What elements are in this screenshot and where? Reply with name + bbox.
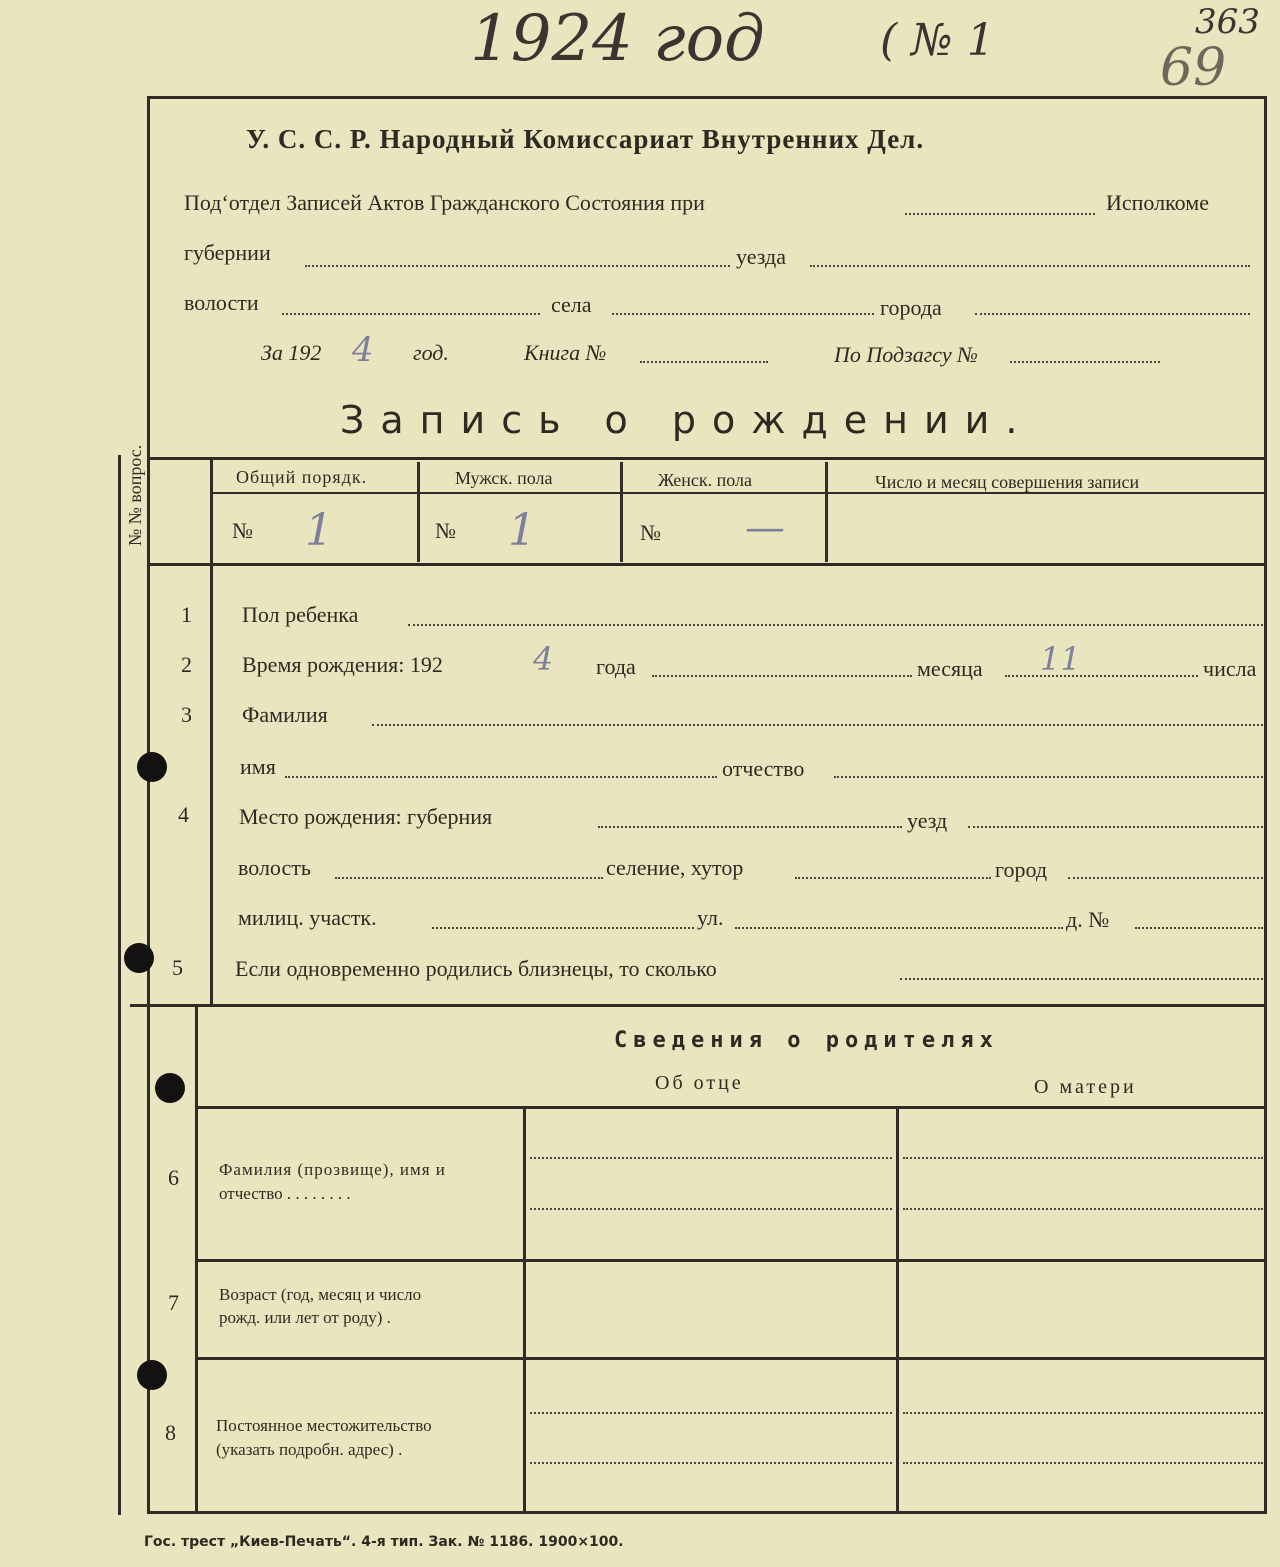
q1-number: 1 — [181, 602, 192, 627]
q8-father-line-2 — [530, 1462, 892, 1464]
q8-label-2: (указать подробн. адрес) . — [216, 1440, 403, 1459]
top-table-top — [147, 457, 1267, 460]
q3-surname-line — [372, 724, 1263, 726]
q3-name-line — [285, 776, 717, 778]
question-number-label: № № вопрос. — [125, 444, 145, 546]
gubernii-line — [305, 265, 730, 267]
q6-label-1: Фамилия (прозвище), имя и — [219, 1160, 446, 1179]
za-god-value: 4 — [352, 330, 374, 370]
mother-header: О матери — [1034, 1076, 1137, 1098]
q3-patronymic-line — [834, 776, 1263, 778]
sela-label: села — [551, 292, 592, 317]
side-divider — [210, 457, 213, 1007]
sela-line — [612, 313, 874, 315]
q2-chisla: числа — [1203, 656, 1257, 681]
q5-label: Если одновременно родились близнецы, то сколько — [235, 956, 717, 981]
q4-gorod: город — [995, 857, 1048, 882]
q4-label: Место рождения: губерния — [239, 804, 493, 829]
q3-number: 3 — [181, 702, 192, 727]
q4-gorod-line — [1068, 877, 1263, 879]
parents-col-div-2 — [896, 1106, 899, 1514]
general-number-value: 1 — [305, 505, 333, 556]
q3-otchestvo: отчество — [722, 756, 805, 781]
kniga-line — [640, 361, 768, 363]
father-header: Об отце — [655, 1072, 744, 1094]
q6-father-line-2 — [530, 1208, 892, 1210]
ispolkom-label: Исполкоме — [1106, 190, 1209, 215]
q7-label-1: Возраст (год, месяц и число — [219, 1285, 422, 1304]
binder-hole-4 — [137, 1360, 167, 1390]
parents-row-div-2 — [197, 1357, 1267, 1360]
frame-left-outer — [118, 455, 121, 1515]
q2-day-value: 11 — [1040, 640, 1081, 678]
top-table-bottom — [147, 563, 1267, 566]
podzagsu-line — [1010, 361, 1160, 363]
q4-uezd: уезд — [907, 808, 948, 833]
za-god-label: За 192 — [261, 340, 322, 365]
parents-title: Сведения о родителях — [614, 1028, 999, 1053]
male-number-value: 1 — [508, 505, 536, 556]
q8-mother-line-2 — [903, 1462, 1263, 1464]
q2-label: Время рождения: 192 — [242, 652, 443, 677]
q2-day-line — [1005, 675, 1198, 677]
binder-hole-1 — [137, 752, 167, 782]
col-general-header: Общий порядк. — [236, 467, 368, 487]
q4-ul-line — [735, 927, 1063, 929]
q4-guberniya-line — [598, 826, 902, 828]
form-title: Запись о рождении. — [340, 398, 1034, 442]
goroda-label: города — [880, 295, 942, 320]
q4-milic-line — [432, 927, 694, 929]
col-male-header: Мужск. пола — [455, 468, 553, 488]
q4-ul: ул. — [697, 905, 724, 930]
q4-d: д. № — [1066, 907, 1110, 932]
subdept-label: Под‘отдел Записей Актов Гражданского Состояния при — [184, 190, 705, 215]
gubernii-label: губернии — [184, 240, 271, 265]
subdept-line — [905, 213, 1095, 215]
num-sign-1: № — [232, 518, 253, 543]
q3-label: Фамилия — [242, 702, 328, 727]
parents-col-div-1 — [523, 1106, 526, 1514]
q1-label: Пол ребенка — [242, 602, 359, 627]
q6-number: 6 — [168, 1165, 179, 1190]
q8-mother-line-1 — [903, 1412, 1263, 1414]
q2-mesyaca: месяца — [917, 656, 983, 681]
q6-mother-line-2 — [903, 1208, 1263, 1210]
volosti-line — [282, 313, 540, 315]
volosti-label: волости — [184, 290, 259, 315]
q4-milic: милиц. участк. — [238, 905, 377, 930]
binder-hole-3 — [155, 1073, 185, 1103]
god-label: год. — [413, 340, 449, 365]
q6-mother-line-1 — [903, 1157, 1263, 1159]
top-col-div-1 — [417, 462, 420, 562]
q6-label-2: отчество . . . . . . . . — [219, 1184, 351, 1203]
q2-month-line — [652, 675, 912, 677]
sheet-number-2: 69 — [1160, 38, 1227, 98]
parents-header-line — [197, 1106, 1267, 1109]
q4-volost-line — [335, 877, 603, 879]
q4-selenie-line — [795, 877, 991, 879]
q4-uezd-line — [968, 826, 1263, 828]
q2-number: 2 — [181, 652, 192, 677]
col-female-header: Женск. пола — [658, 470, 752, 490]
handwritten-mark: ( № 1 — [880, 15, 995, 66]
goroda-line — [975, 313, 1250, 315]
printer-imprint: Гос. трест „Киев-Печать“. 4-я тип. Зак. № 1186. 1900×100. — [144, 1534, 624, 1550]
parents-row-div-1 — [197, 1259, 1267, 1262]
num-sign-2: № — [435, 518, 456, 543]
q2-goda: года — [596, 654, 636, 679]
q6-father-line-1 — [530, 1157, 892, 1159]
female-number-value: — — [745, 505, 785, 551]
parents-top — [130, 1004, 1267, 1007]
col-date-header: Число и месяц совершения записи — [875, 472, 1140, 492]
form-header-title: У. С. С. Р. Народный Комиссариат Внутренних Дел. — [246, 124, 925, 154]
q8-father-line-1 — [530, 1412, 892, 1414]
top-col-div-2 — [620, 462, 623, 562]
q4-selenie: селение, хутор — [606, 855, 744, 880]
q5-line — [900, 978, 1263, 980]
q5-number: 5 — [172, 955, 183, 980]
handwritten-year: 1924 год — [470, 2, 765, 76]
uezda-line — [810, 265, 1250, 267]
q8-label-1: Постоянное местожительство — [216, 1416, 432, 1435]
top-col-div-3 — [825, 462, 828, 562]
q7-number: 7 — [168, 1290, 179, 1315]
num-sign-3: № — [640, 520, 661, 545]
q3-imya: имя — [240, 754, 276, 779]
kniga-label: Книга № — [524, 340, 607, 365]
q4-volost: волость — [238, 855, 311, 880]
q1-line — [408, 624, 1263, 626]
q8-number: 8 — [165, 1420, 176, 1445]
podzagsu-label: По Подзагсу № — [834, 342, 978, 367]
q4-d-line — [1135, 927, 1263, 929]
q2-year-value: 4 — [533, 640, 554, 678]
q4-number: 4 — [178, 802, 189, 827]
uezda-label: уезда — [736, 244, 786, 269]
binder-hole-2 — [124, 943, 154, 973]
q7-label-2: рожд. или лет от роду) . — [219, 1308, 391, 1327]
sheet-number: 363 — [1195, 2, 1260, 42]
